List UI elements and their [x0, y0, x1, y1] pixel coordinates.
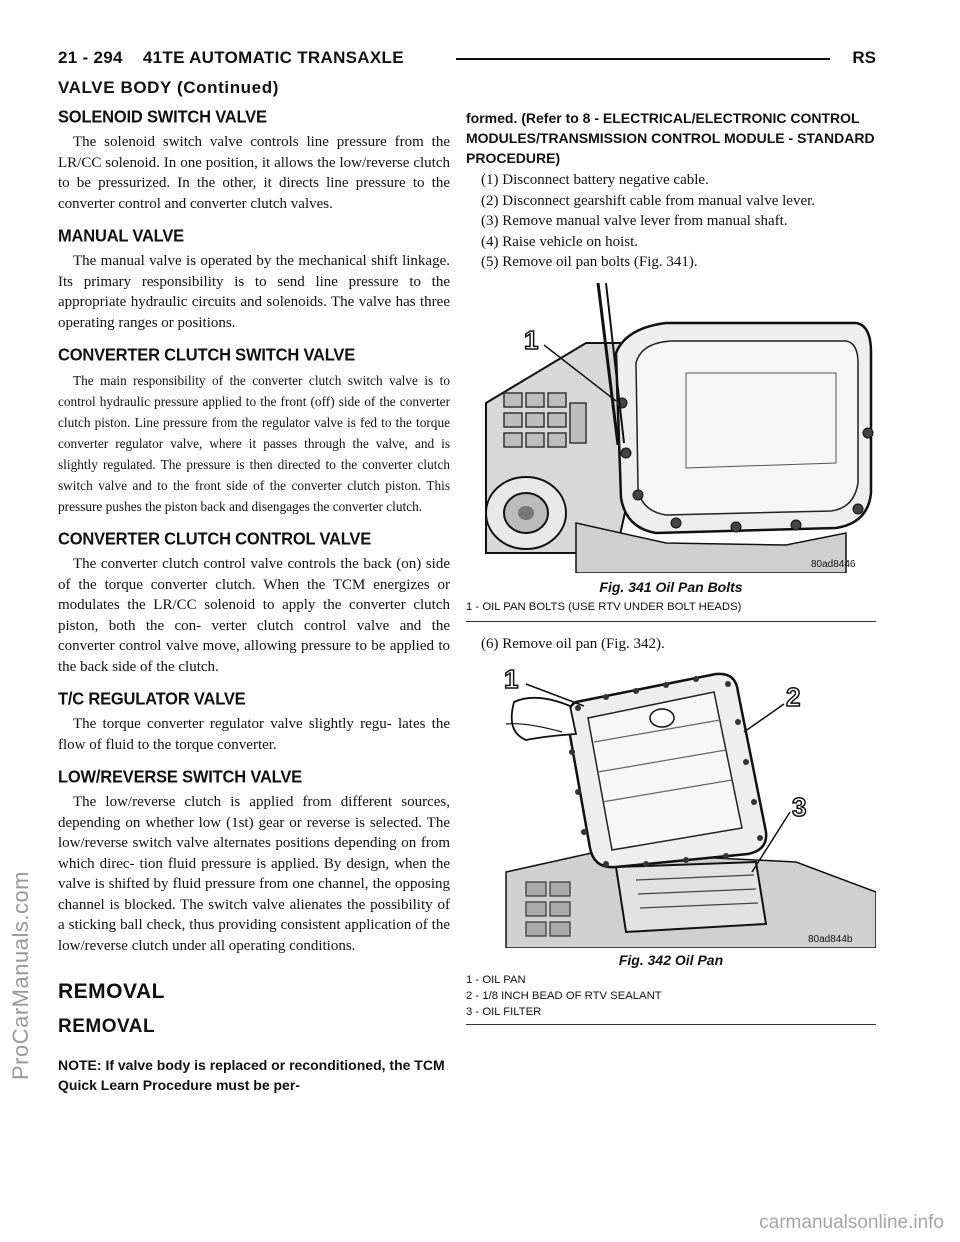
right-column — [466, 108, 876, 1025]
step-4: (4) Raise vehicle on hoist. — [481, 233, 639, 250]
figure-342-legend-rule — [466, 1024, 876, 1025]
section-title-solenoid-switch-valve: SOLENOID SWITCH VALVE — [58, 107, 267, 127]
figure-342-callout-1: 1 — [504, 664, 519, 694]
figure-341-legend-rule — [466, 621, 876, 622]
section-title-tc-regulator-valve: T/C REGULATOR VALVE — [58, 689, 246, 709]
section-title-low-reverse-switch-valve: LOW/REVERSE SWITCH VALVE — [58, 767, 302, 787]
left-column — [58, 108, 450, 1095]
section-body-manual-valve: The manual valve is operated by the mechanical shift linkage. Its primary responsibility is to send line pressure to the appropriate hydraulic circuits and solenoids. The valve has three operating ranges or positions. — [58, 253, 450, 331]
removal-heading: REMOVAL — [58, 980, 165, 1003]
figure-342-legend-1: 1 - OIL PAN — [466, 974, 526, 986]
section-title-manual-valve: MANUAL VALVE — [58, 226, 184, 246]
figure-341-callout-1: 1 — [524, 324, 539, 355]
section-body-solenoid-switch-valve: The solenoid switch valve controls line pressure from the LR/CC solenoid. In one position, it allows the low/reverse clutch to be pressurized. In the other, it directs line pressure to the converter control and converter clutch valves. — [58, 134, 450, 212]
section-body-low-reverse-switch-valve: The low/reverse clutch is applied from different sources, depending on whether low (1st) gear or reverse is selected. The low/reverse switch valve alternates positions depending on from which direc- tion fluid pressure is applied. By design, when the valve is shifted by fluid pressure from one channel, the opposing channel is blocked. The switch valve alienates the possibility of a sticking ball check, thus providing consistent application of the low/reverse clutch under all operating conditions. — [58, 794, 450, 954]
section-body-tc-regulator-valve: The torque converter regulator valve slightly regu- lates the flow of fluid to the torque converter. — [58, 716, 450, 753]
figure-342-legend-3: 3 - OIL FILTER — [466, 1006, 542, 1018]
section-title-converter-clutch-control-valve: CONVERTER CLUTCH CONTROL VALVE — [58, 529, 372, 549]
removal-subheading: REMOVAL — [58, 1016, 156, 1037]
step-2: (2) Disconnect gearshift cable from manual valve lever. — [481, 192, 816, 209]
section-body-converter-clutch-control-valve: The converter clutch control valve controls the back (on) side of the torque converter clutch. When the TCM energizes or modulates the LR/CC solenoid to apply the converter clutch piston, both the con- verter clutch control valve and the converter control valve move, allowing pressure to be applied to the back side of the clutch. — [58, 556, 450, 675]
side-watermark: ProCarManuals.com — [8, 870, 33, 1080]
continued-heading: VALVE BODY (Continued) — [58, 78, 279, 97]
figure-342-caption: Fig. 342 Oil Pan — [618, 952, 724, 968]
page-reference: 21 - 294 41TE AUTOMATIC TRANSAXLE — [58, 48, 404, 67]
step-3: (3) Remove manual valve lever from manual shaft. — [481, 213, 788, 229]
section-code: RS — [852, 48, 876, 67]
figure-342-callout-3: 3 — [792, 792, 807, 822]
quick-learn-note: NOTE: If valve body is replaced or reconditioned, the TCM Quick Learn Procedure must be per- — [58, 1057, 445, 1093]
oil-pan-bolts-illustration — [466, 283, 876, 573]
figure-342-legend-2: 2 - 1/8 INCH BEAD OF RTV SEALANT — [466, 990, 662, 1002]
bottom-watermark: carmanualsonline.info — [759, 1212, 944, 1233]
figure-341-code: 80ad8446 — [811, 558, 856, 570]
oil-pan-illustration — [466, 662, 876, 948]
header-rule — [456, 58, 830, 60]
section-body-converter-clutch-switch-valve: The main responsibility of the converter clutch switch valve is to control hydraulic pressure applied to the front (off) side of the converter clutch piston. Line pressure from the regulator valve is fed to the torque converter regulator valve, where it passes through the valve, and is slightly regulated. The pressure is then directed to the converter clutch switch valve and to the front side of the converter clutch piston. This pressure pushes the piston back and disengages the converter clutch. — [58, 373, 450, 514]
figure-341-caption: Fig. 341 Oil Pan Bolts — [599, 578, 743, 595]
section-title-converter-clutch-switch-valve: CONVERTER CLUTCH SWITCH VALVE — [58, 345, 356, 365]
figure-342 — [466, 662, 876, 1025]
page-header — [58, 48, 876, 70]
figure-341-legend-1: 1 - OIL PAN BOLTS (USE RTV UNDER BOLT HEADS) — [466, 600, 742, 613]
figure-341 — [466, 283, 876, 622]
figure-342-callout-2: 2 — [786, 682, 801, 712]
quick-learn-note-continued: formed. (Refer to 8 - ELECTRICAL/ELECTRONIC CONTROL MODULES/TRANSMISSION CONTROL MODULE - STANDARD PROCEDURE) — [466, 110, 875, 166]
step-1: (1) Disconnect battery negative cable. — [481, 172, 709, 188]
step-5: (5) Remove oil pan bolts (Fig. 341). — [481, 254, 698, 270]
figure-342-code: 80ad844b — [808, 934, 853, 945]
step-6: (6) Remove oil pan (Fig. 342). — [481, 635, 665, 652]
